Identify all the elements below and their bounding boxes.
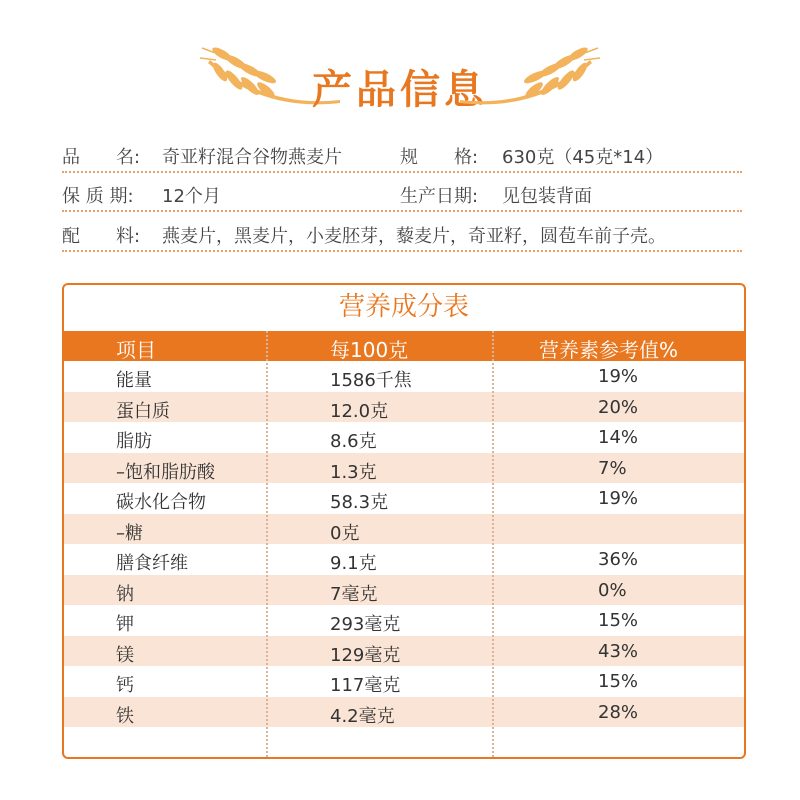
shelf-value: 12个月: [162, 186, 221, 207]
table-row: [64, 666, 744, 697]
cell-per100: 0克: [330, 522, 360, 544]
table-row: [64, 361, 744, 392]
table-row: [64, 544, 744, 575]
header-per100: 每100克: [330, 338, 409, 362]
table-row: [64, 636, 744, 667]
cell-item: –饱和脂肪酸: [116, 461, 215, 483]
name-label: 品 名:: [62, 147, 141, 168]
table-row: [64, 514, 744, 545]
table-row: [64, 605, 744, 636]
ingredients-label: 配 料:: [62, 226, 141, 247]
cell-nrv: 15%: [598, 610, 639, 631]
table-row: [64, 575, 744, 606]
cell-per100: 293毫克: [330, 614, 401, 635]
cell-per100: 9.1克: [330, 553, 377, 574]
cell-nrv: 36%: [598, 549, 639, 570]
spec-label: 规 格:: [400, 147, 479, 168]
cell-item: 碳水化合物: [116, 492, 206, 513]
cell-per100: 58.3克: [330, 492, 389, 513]
cell-item: 脂肪: [116, 431, 152, 452]
cell-item: 钾: [116, 614, 134, 635]
info-row-name-spec: [62, 135, 742, 173]
cell-per100: 117毫克: [330, 675, 401, 696]
cell-item: 钠: [116, 583, 134, 605]
ingredients-value: 燕麦片，黑麦片，小麦胚芽，藜麦片，奇亚籽，圆苞车前子壳。: [162, 226, 666, 247]
table-row: [64, 422, 744, 453]
header-nrv: 营养素参考值%: [539, 338, 679, 362]
date-value: 见包装背面: [502, 186, 592, 207]
cell-nrv: 20%: [598, 396, 639, 418]
cell-nrv: 43%: [598, 640, 639, 662]
cell-nrv: 7%: [598, 457, 627, 479]
column-divider: [492, 331, 494, 757]
cell-item: 镁: [116, 644, 134, 666]
cell-nrv: 19%: [598, 366, 639, 387]
cell-item: 能量: [116, 370, 152, 391]
wheat-right-icon: [455, 40, 600, 110]
cell-item: –糖: [116, 522, 143, 544]
table-row: [64, 392, 744, 423]
table-row: [64, 453, 744, 484]
spec-value: 630克（45克*14）: [502, 147, 664, 168]
cell-per100: 7毫克: [330, 583, 378, 605]
cell-per100: 12.0克: [330, 400, 389, 422]
cell-per100: 1586千焦: [330, 370, 412, 391]
table-row: [64, 483, 744, 514]
cell-item: 膳食纤维: [116, 553, 188, 574]
table-body: [64, 361, 744, 758]
column-divider: [266, 331, 268, 757]
nutrition-table-title: 营养成分表: [338, 292, 469, 322]
cell-item: 钙: [116, 675, 134, 696]
name-value: 奇亚籽混合谷物燕麦片: [162, 147, 342, 168]
date-label: 生产日期:: [400, 186, 479, 207]
header-item: 项目: [116, 338, 156, 362]
table-header: [64, 331, 744, 361]
cell-item: 铁: [116, 705, 134, 727]
cell-nrv: 28%: [598, 701, 639, 723]
cell-per100: 4.2毫克: [330, 705, 395, 727]
info-row-ingredients: [62, 214, 742, 252]
table-row: [64, 727, 744, 758]
nutrition-table: [62, 283, 746, 759]
shelf-label: 保 质 期:: [62, 186, 134, 207]
cell-item: 蛋白质: [116, 400, 170, 422]
cell-nrv: 0%: [598, 579, 627, 601]
cell-per100: 8.6克: [330, 431, 377, 452]
page-title: 产品信息: [312, 67, 488, 113]
cell-per100: 1.3克: [330, 461, 377, 483]
cell-nrv: 14%: [598, 427, 639, 448]
table-row: [64, 697, 744, 728]
header: [0, 40, 800, 120]
cell-nrv: 19%: [598, 488, 639, 509]
cell-nrv: 15%: [598, 671, 639, 692]
info-row-shelf-date: [62, 174, 742, 212]
cell-per100: 129毫克: [330, 644, 401, 666]
